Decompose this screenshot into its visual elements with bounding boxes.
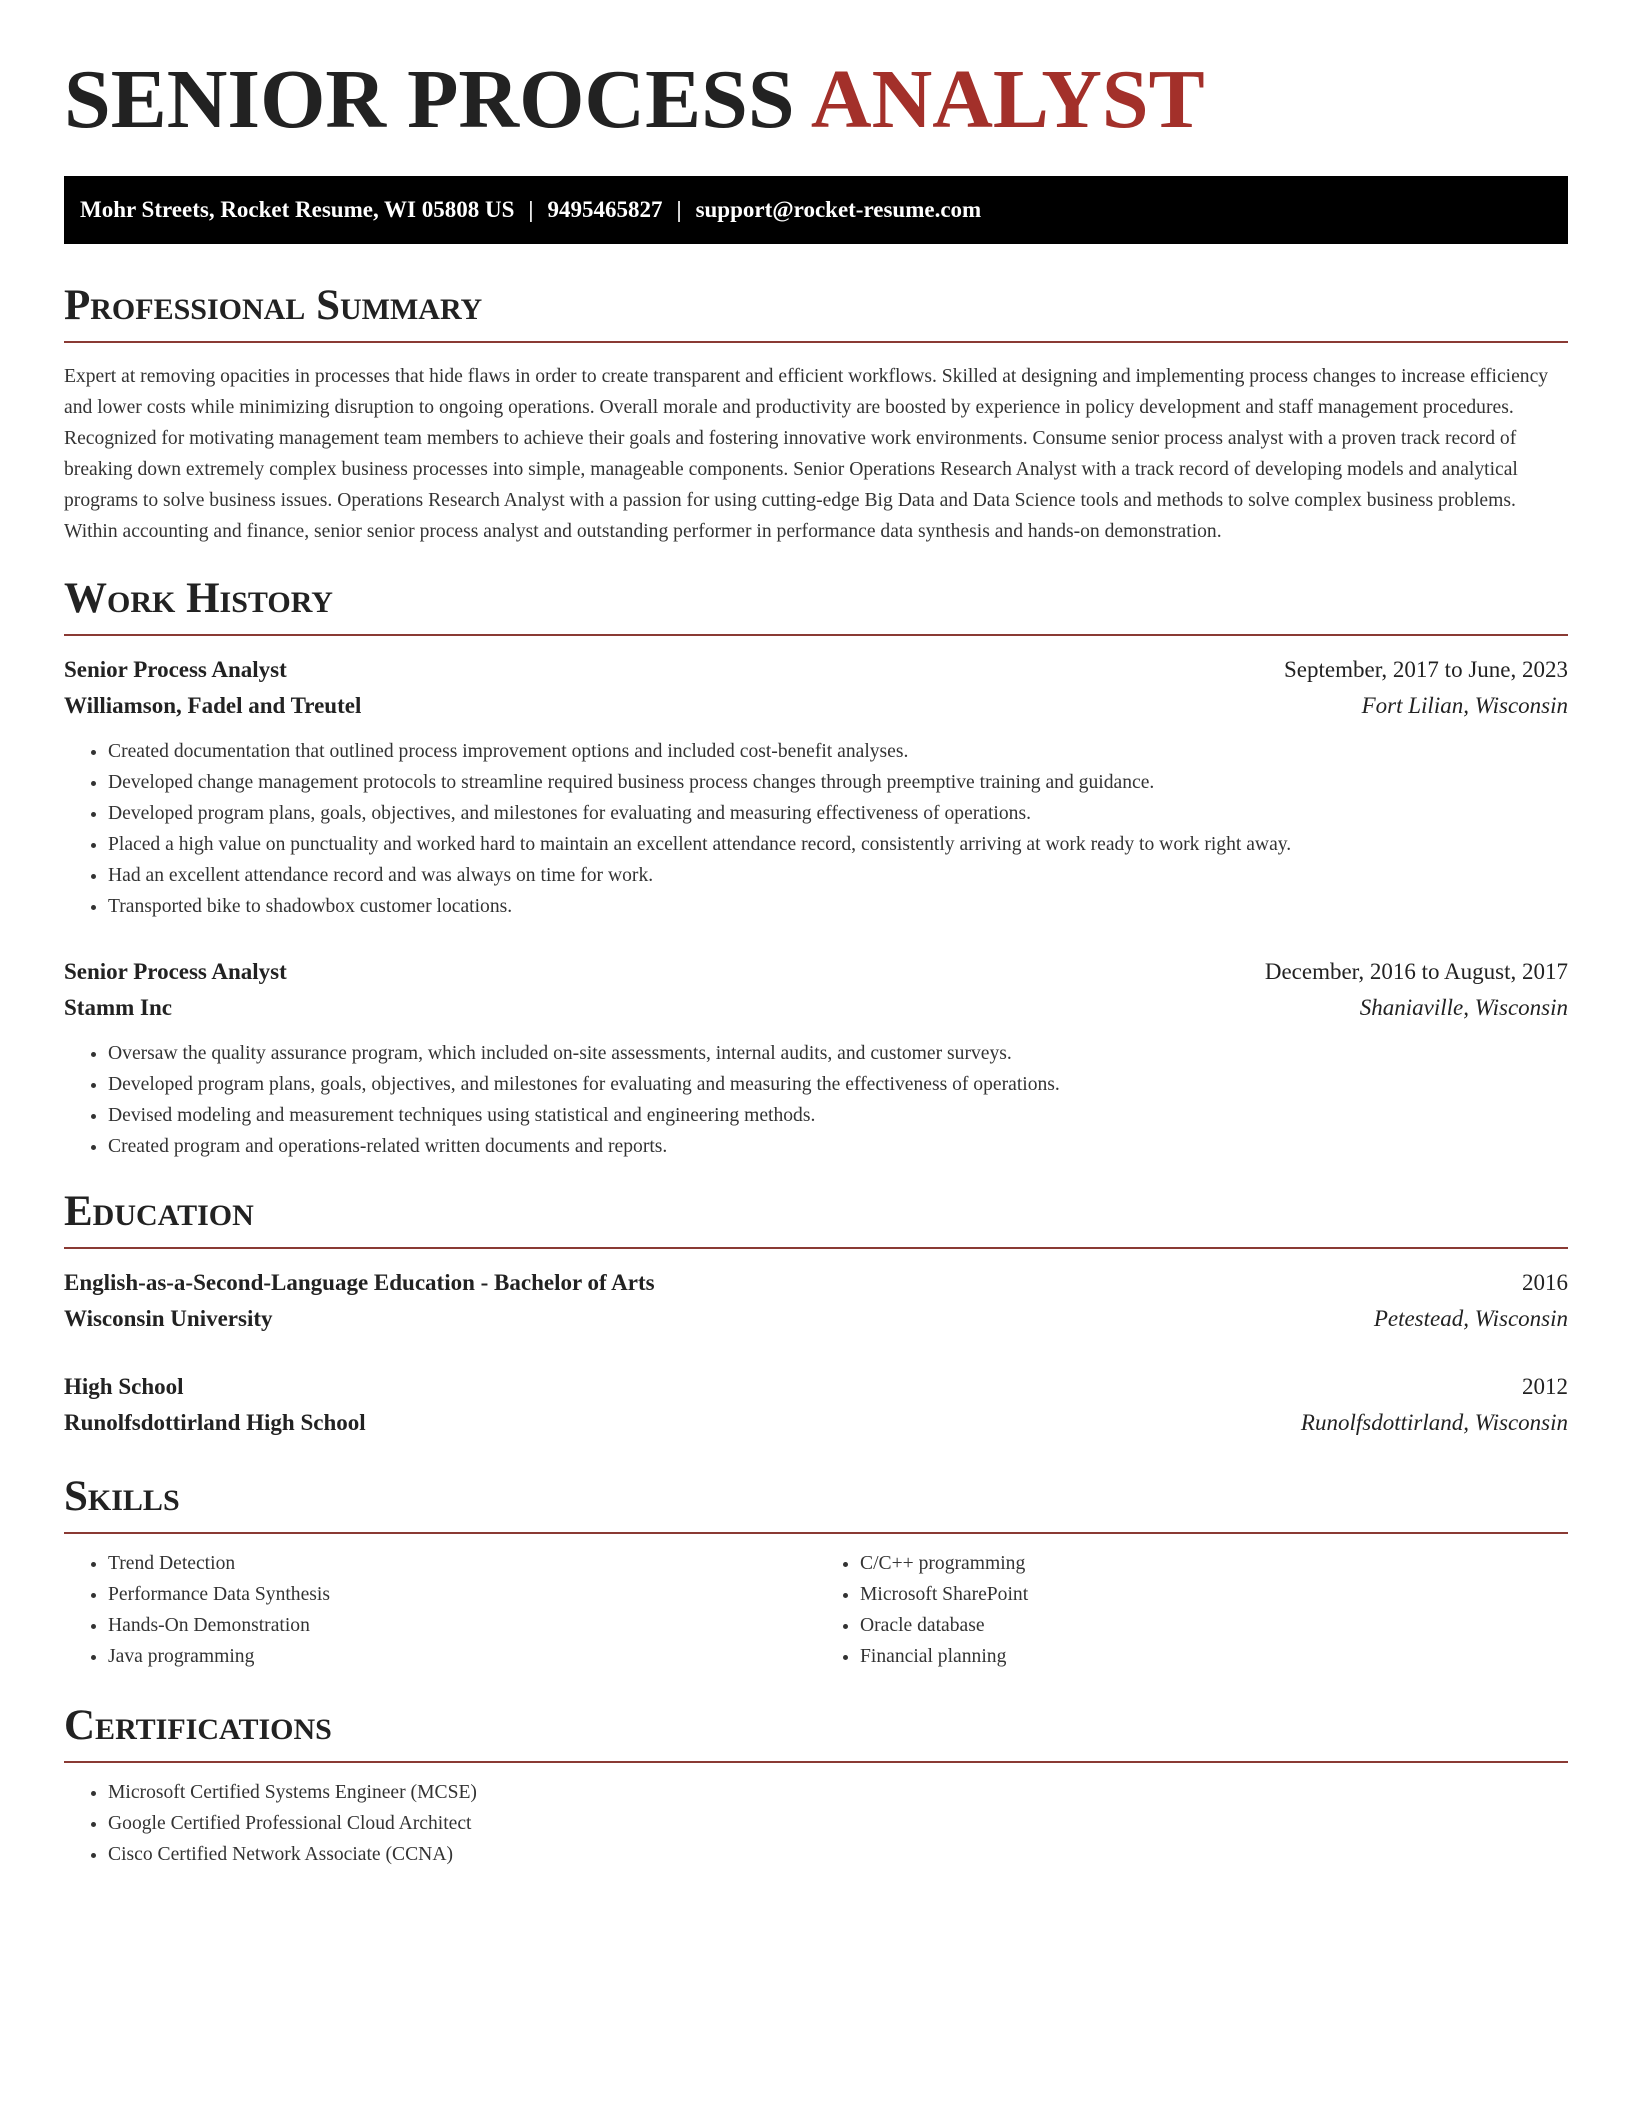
section-title-certifications: Certifications (64, 1702, 332, 1749)
section-divider (64, 634, 1568, 636)
job-location: Fort Lilian, Wisconsin (1361, 693, 1568, 718)
job-bullets (64, 1038, 1568, 1162)
list-item: • Developed program plans, goals, objectives, and milestones for evaluating and measuring the effectiveness of operations. (108, 1069, 1568, 1100)
skill-item: • Microsoft SharePoint (860, 1579, 1568, 1610)
section-title-work: Work History (64, 575, 333, 622)
job-company-row (64, 990, 1568, 1026)
contact-bar (64, 176, 1568, 244)
list-item: • Devised modeling and measurement techniques using statistical and engineering methods. (108, 1100, 1568, 1131)
job-company: Williamson, Fadel and Treutel (64, 693, 362, 718)
education-degree: High School (64, 1374, 184, 1399)
job-location: Shaniaville, Wisconsin (1359, 995, 1568, 1020)
list-item: • Oversaw the quality assurance program, which included on-site assessments, internal audits, and customer surveys. (108, 1038, 1568, 1069)
skill-item: • Hands-On Demonstration (108, 1610, 816, 1641)
skills-list-right (816, 1548, 1568, 1672)
list-item: • Developed program plans, goals, objectives, and milestones for evaluating and measuring effectiveness of operations. (108, 798, 1568, 829)
list-item: • Had an excellent attendance record and was always on time for work. (108, 860, 1568, 891)
contact-separator: | (528, 197, 534, 222)
education-location: Petestead, Wisconsin (1373, 1306, 1568, 1331)
resume-name (64, 0, 1568, 176)
list-item: • Transported bike to shadowbox customer locations. (108, 891, 1568, 922)
contact-address: Mohr Streets, Rocket Resume, WI 05808 US (80, 197, 515, 222)
skill-item: • C/C++ programming (860, 1548, 1568, 1579)
skill-item: • Financial planning (860, 1641, 1568, 1672)
list-item: • Created program and operations-related written documents and reports. (108, 1131, 1568, 1162)
education-location: Runolfsdottirland, Wisconsin (1300, 1410, 1568, 1435)
certifications-list (64, 1777, 1568, 1870)
list-item: • Placed a high value on punctuality and worked hard to maintain an excellent attendance record, consistently arriving at work ready to work right away. (108, 829, 1568, 860)
job-bullets (64, 736, 1568, 922)
job-entry (64, 954, 1568, 1162)
certification-item: • Cisco Certified Network Associate (CCNA) (108, 1839, 1568, 1870)
education-section (64, 1190, 1568, 1441)
skills-section (64, 1475, 1568, 1672)
certification-item: • Google Certified Professional Cloud Architect (108, 1808, 1568, 1839)
summary-text: Expert at removing opacities in processes that hide flaws in order to create transparent and efficient workflows. Skilled at designing and implementing process changes to increase efficiency and lower costs while minimizing disruption to ongoing operations. Overall morale and productivity are boosted by experience in policy development and staff management procedures. Recognized for motivating management team members to achieve their goals and fostering innovative work environments. Consume senior process analyst with a proven track record of breaking down extremely complex business processes into simple, manageable components. Senior Operations Research Analyst with a track record of developing models and analytical programs to solve business issues. Operations Research Analyst with a passion for using cutting-edge Big Data and Data Science tools and methods to solve complex business problems. Within accounting and finance, senior senior process analyst and outstanding performer in performance data synthesis and hands-on demonstration. (64, 366, 1549, 542)
section-divider (64, 1761, 1568, 1763)
section-title-education: Education (64, 1188, 254, 1235)
education-header-row (64, 1369, 1568, 1405)
education-school: Runolfsdottirland High School (64, 1410, 366, 1435)
contact-separator: | (676, 197, 682, 222)
skills-grid (64, 1548, 1568, 1672)
education-year: 2016 (1522, 1270, 1568, 1295)
section-title-skills: Skills (64, 1473, 180, 1520)
education-year: 2012 (1522, 1374, 1568, 1399)
contact-phone: 9495465827 (547, 197, 663, 222)
name-last: ANALYST (810, 53, 1205, 146)
job-dates: September, 2017 to June, 2023 (1284, 657, 1568, 682)
education-entry (64, 1265, 1568, 1337)
section-title-summary: Professional Summary (64, 282, 483, 329)
work-section (64, 577, 1568, 1162)
skills-list-left (64, 1548, 816, 1672)
list-item: • Developed change management protocols to streamline required business process changes through preemptive training and guidance. (108, 767, 1568, 798)
section-divider (64, 1247, 1568, 1249)
certifications-section (64, 1704, 1568, 1870)
list-item: • Created documentation that outlined process improvement options and included cost-benefit analyses. (108, 736, 1568, 767)
education-school-row (64, 1301, 1568, 1337)
section-divider (64, 341, 1568, 343)
job-header-row (64, 954, 1568, 990)
job-role: Senior Process Analyst (64, 657, 287, 682)
skill-item: • Trend Detection (108, 1548, 816, 1579)
job-role: Senior Process Analyst (64, 959, 287, 984)
job-company: Stamm Inc (64, 995, 172, 1020)
education-school-row (64, 1405, 1568, 1441)
education-degree: English-as-a-Second-Language Education - Bachelor of Arts (64, 1270, 655, 1295)
job-dates: December, 2016 to August, 2017 (1264, 959, 1568, 984)
education-school: Wisconsin University (64, 1306, 273, 1331)
section-divider (64, 1532, 1568, 1534)
skill-item: • Performance Data Synthesis (108, 1579, 816, 1610)
education-header-row (64, 1265, 1568, 1301)
certification-item: • Microsoft Certified Systems Engineer (MCSE) (108, 1777, 1568, 1808)
skill-item: • Oracle database (860, 1610, 1568, 1641)
job-header-row (64, 652, 1568, 688)
name-first: SENIOR PROCESS (64, 53, 795, 146)
contact-email: support@rocket-resume.com (695, 197, 982, 222)
skill-item: • Java programming (108, 1641, 816, 1672)
job-entry (64, 652, 1568, 922)
job-company-row (64, 688, 1568, 724)
summary-section (64, 284, 1568, 547)
education-entry (64, 1369, 1568, 1441)
